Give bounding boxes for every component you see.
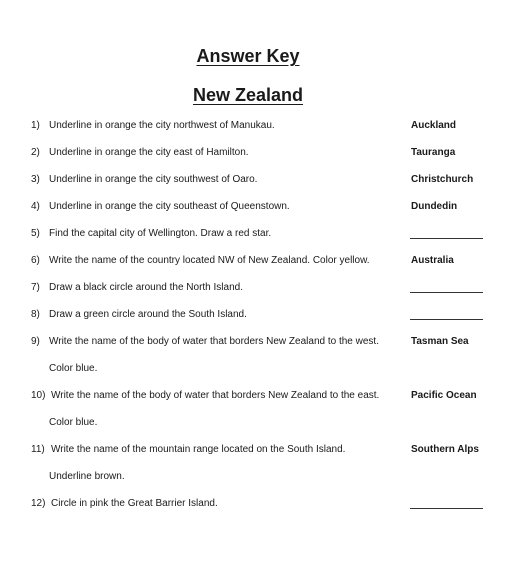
question-text: Underline in orange the city east of Hamilton. — [49, 147, 249, 158]
question-number: 8) — [31, 309, 40, 320]
answer-text: Auckland — [411, 120, 457, 131]
question-10-continuation: Color blue. — [49, 417, 98, 428]
question-text: Write the name of the body of water that borders New Zealand to the east. — [51, 390, 380, 401]
answer-text: Tasman Sea — [411, 336, 469, 347]
question-text: Write the name of the country located NW of New Zealand. Color yellow. — [49, 255, 370, 266]
question-text: Draw a green circle around the South Island. — [49, 309, 247, 320]
question-2 — [0, 145, 518, 161]
page-subtitle: New Zealand — [192, 85, 304, 105]
answer-text: Australia — [411, 255, 454, 266]
question-number: 11) — [31, 444, 45, 455]
question-text: Underline in orange the city northwest of Manukau. — [49, 120, 275, 131]
answer-text: Pacific Ocean — [411, 390, 477, 401]
answer-blank-line — [410, 508, 483, 509]
question-9 — [0, 334, 518, 350]
answer-blank-line — [410, 292, 483, 293]
question-11 — [0, 442, 518, 458]
question-8 — [0, 307, 518, 323]
question-number: 10) — [31, 390, 46, 401]
question-7 — [0, 280, 518, 296]
page-title: Answer Key — [196, 46, 300, 66]
question-number: 2) — [31, 147, 40, 158]
question-12 — [0, 496, 518, 512]
answer-text: Southern Alps — [411, 444, 479, 455]
question-text: Write the name of the body of water that borders New Zealand to the west. — [49, 336, 379, 347]
question-3 — [0, 172, 518, 188]
question-9-continuation: Color blue. — [49, 363, 98, 374]
question-number: 5) — [31, 228, 40, 239]
question-number: 1) — [31, 120, 40, 131]
question-text: Circle in pink the Great Barrier Island. — [51, 498, 218, 509]
answer-blank-line — [410, 238, 483, 239]
question-6 — [0, 253, 518, 269]
question-number: 7) — [31, 282, 40, 293]
question-10 — [0, 388, 518, 404]
question-5 — [0, 226, 518, 242]
answer-text: Dundedin — [411, 201, 458, 212]
question-text: Write the name of the mountain range located on the South Island. — [51, 444, 346, 455]
question-11-continuation: Underline brown. — [49, 471, 125, 482]
question-number: 4) — [31, 201, 40, 212]
question-4 — [0, 199, 518, 215]
question-number: 6) — [31, 255, 40, 266]
answer-blank-line — [410, 319, 483, 320]
question-text: Underline in orange the city southwest of Oaro. — [49, 174, 258, 185]
question-text: Underline in orange the city southeast of Queenstown. — [49, 201, 290, 212]
question-1 — [0, 118, 518, 134]
question-number: 3) — [31, 174, 40, 185]
question-text: Draw a black circle around the North Island. — [49, 282, 243, 293]
question-text: Find the capital city of Wellington. Draw a red star. — [49, 228, 272, 239]
question-number: 9) — [31, 336, 40, 347]
answer-text: Christchurch — [411, 174, 474, 185]
question-number: 12) — [31, 498, 46, 509]
answer-text: Tauranga — [411, 147, 456, 158]
